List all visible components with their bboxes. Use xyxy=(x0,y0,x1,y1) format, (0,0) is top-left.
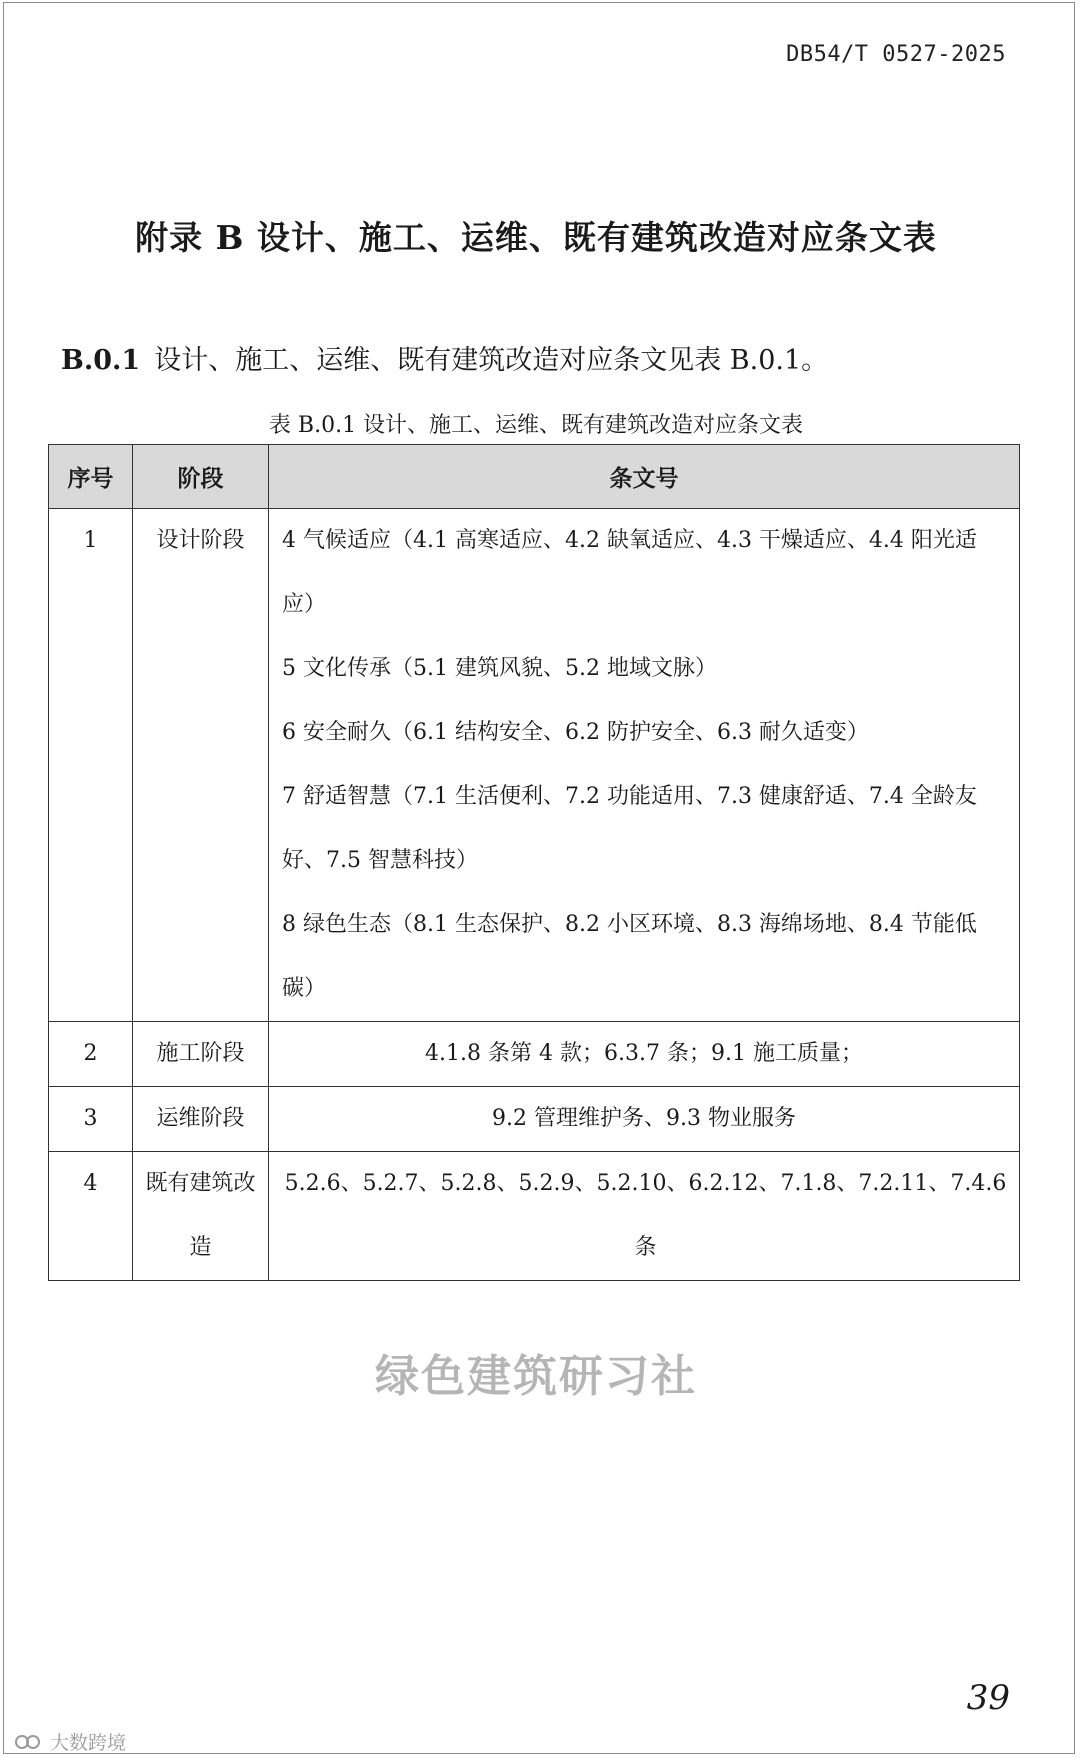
row-stage-text: 既有建筑改造 xyxy=(145,1171,256,1260)
document-code: DB54/T 0527-2025 xyxy=(786,42,1006,67)
row-no: 2 xyxy=(49,1022,133,1087)
row-clauses xyxy=(269,1152,1020,1281)
clause-line: 4 气候适应（4.1 高寒适应、4.2 缺氧适应、4.3 干燥适应、4.4 阳光适应） xyxy=(282,528,977,617)
page-title: 附录 B 设计、施工、运维、既有建筑改造对应条文表 xyxy=(135,218,937,257)
brand-name: 大数跨境 xyxy=(50,1732,127,1754)
table-caption: 表 B.0.1 设计、施工、运维、既有建筑改造对应条文表 xyxy=(268,413,804,438)
clause-line: 5 文化传承（5.1 建筑风貌、5.2 地域文脉） xyxy=(282,656,717,681)
table-row xyxy=(49,509,1020,1022)
watermark-text: 绿色建筑研习社 xyxy=(375,1351,697,1402)
row-stage: 设计阶段 xyxy=(133,509,269,1022)
row-stage: 施工阶段 xyxy=(133,1022,269,1087)
row-no: 1 xyxy=(49,509,133,1022)
row-stage: 运维阶段 xyxy=(133,1087,269,1152)
table-row xyxy=(49,1022,1020,1087)
row-stage xyxy=(133,1152,269,1281)
clause-paragraph xyxy=(61,338,828,377)
row-no: 3 xyxy=(49,1087,133,1152)
table-header-row xyxy=(49,445,1020,509)
row-clauses-text: 5.2.6、5.2.7、5.2.8、5.2.9、5.2.10、6.2.12、7.1.8、7.2.11、7.4.6 条 xyxy=(284,1171,1007,1260)
table-row xyxy=(49,1087,1020,1152)
clause-line: 6 安全耐久（6.1 结构安全、6.2 防护安全、6.3 耐久适变） xyxy=(282,720,869,745)
brand-logo-icon xyxy=(14,1732,44,1752)
row-no: 4 xyxy=(49,1152,133,1281)
clause-number: B.0.1 xyxy=(61,345,141,376)
clause-line: 7 舒适智慧（7.1 生活便利、7.2 功能适用、7.3 健康舒适、7.4 全龄友好、7.5 智慧科技） xyxy=(282,784,977,873)
clause-table xyxy=(48,444,1020,1281)
row-clauses: 4.1.8 条第 4 款；6.3.7 条；9.1 施工质量； xyxy=(269,1022,1020,1087)
header-stage: 阶段 xyxy=(133,445,269,509)
row-clauses xyxy=(269,509,1020,1022)
page-number: 39 xyxy=(966,1678,1010,1718)
clause-line: 8 绿色生态（8.1 生态保护、8.2 小区环境、8.3 海绵场地、8.4 节能低碳） xyxy=(282,912,977,1001)
row-clauses: 9.2 管理维护务、9.3 物业服务 xyxy=(269,1087,1020,1152)
clause-text: 设计、施工、运维、既有建筑改造对应条文见表 B.0.1。 xyxy=(154,345,829,376)
brand-mark xyxy=(14,1728,126,1755)
table-row xyxy=(49,1152,1020,1281)
header-no: 序号 xyxy=(49,445,133,509)
header-clauses: 条文号 xyxy=(269,445,1020,509)
